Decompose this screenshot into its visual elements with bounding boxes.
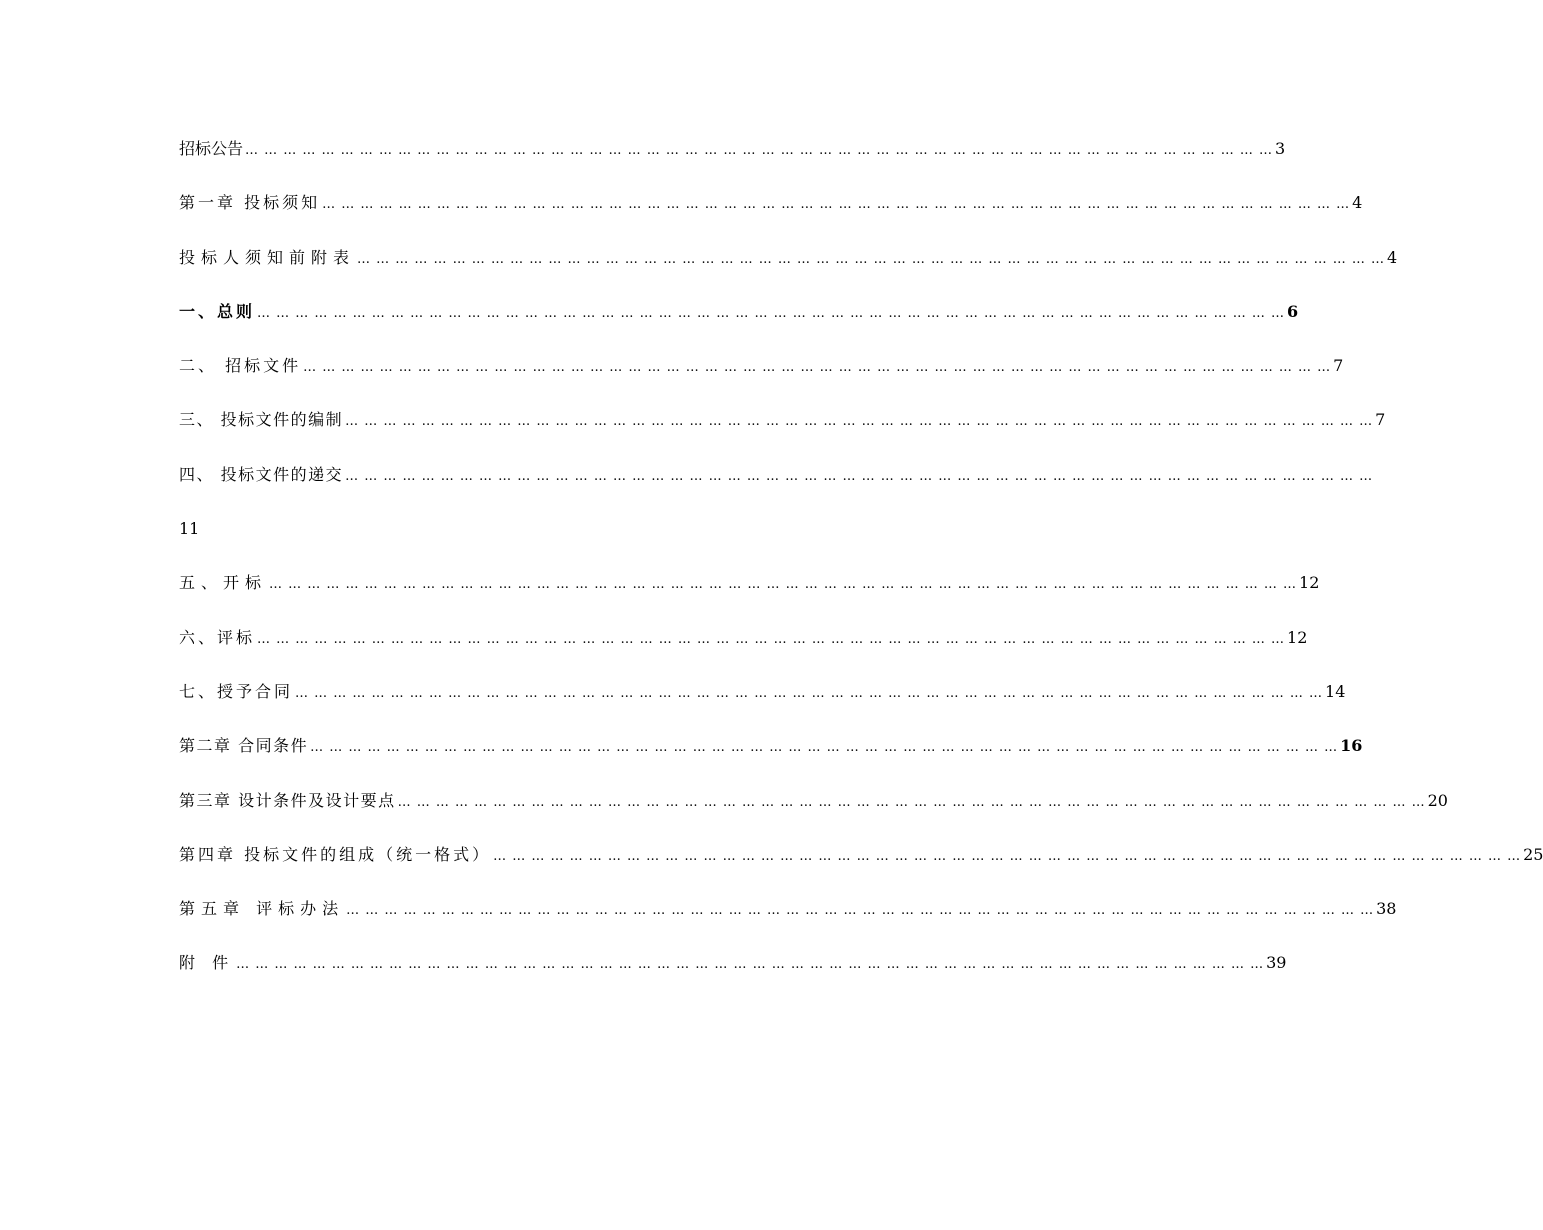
- table-of-contents: [179, 136, 1543, 1005]
- toc-page-number: 38: [1376, 899, 1397, 919]
- toc-page-number: 6: [1287, 301, 1299, 321]
- toc-page-number: 25: [1523, 844, 1543, 864]
- toc-entry[interactable]: [179, 679, 1346, 733]
- toc-entry-label: 附 件: [179, 953, 235, 973]
- toc-dot-leader: … … … … … … … … … … … … … … … … … … … … … … … … … … … … … … … … … … … … … … … … … … … … … … … … … … … … … …: [493, 848, 1522, 864]
- toc-entry[interactable]: [179, 570, 1320, 624]
- toc-entry-label: 二、 招标文件: [179, 356, 302, 376]
- toc-dot-leader: … … … … … … … … … … … … … … … … … … … … … … … … … … … … … … … … … … … … … … … … … … … … … … … … … … … … … …: [269, 577, 1298, 593]
- toc-page-number: 7: [1375, 410, 1386, 430]
- toc-page-number: 20: [1427, 790, 1448, 810]
- toc-entry[interactable]: [179, 190, 1363, 244]
- toc-page-number: 16: [1340, 736, 1363, 756]
- toc-page-number: 39: [1266, 953, 1287, 973]
- toc-page-number: 4: [1352, 193, 1363, 213]
- toc-entry-label: 招标公告: [179, 139, 244, 158]
- toc-entry-label: 七、授予合同: [179, 681, 294, 701]
- toc-dot-leader: … … … … … … … … … … … … … … … … … … … … … … … … … … … … … … … … … … … … … … … … … … … … … … … … … … … … … …: [236, 957, 1265, 973]
- toc-page-number: 4: [1387, 247, 1398, 267]
- toc-entry[interactable]: [179, 788, 1448, 842]
- toc-dot-leader: … … … … … … … … … … … … … … … … … … … … … … … … … … … … … … … … … … … … … … … … … … … … … … … … … … … … … …: [245, 143, 1274, 158]
- toc-entry-label: 三、 投标文件的编制: [179, 410, 344, 430]
- toc-entry-label: 第三章 设计条件及设计要点: [179, 790, 396, 810]
- toc-page-number: 3: [1275, 139, 1286, 158]
- toc-entry-label: 第二章 合同条件: [179, 736, 309, 756]
- toc-entry-label: 四、 投标文件的递交: [179, 464, 344, 484]
- toc-page-number: 11: [179, 519, 200, 539]
- toc-entry[interactable]: [179, 407, 1386, 461]
- toc-entry[interactable]: [179, 136, 1286, 190]
- toc-page-number: 14: [1325, 681, 1346, 701]
- toc-entry[interactable]: [179, 625, 1308, 679]
- toc-entry[interactable]: [179, 462, 1374, 516]
- toc-dot-leader: … … … … … … … … … … … … … … … … … … … … … … … … … … … … … … … … … … … … … … … … … … … … … … … … … … … … … …: [397, 794, 1426, 810]
- toc-dot-leader: … … … … … … … … … … … … … … … … … … … … … … … … … … … … … … … … … … … … … … … … … … … … … … … … … … … … … …: [345, 414, 1374, 430]
- toc-entry[interactable]: [179, 245, 1398, 299]
- toc-page-number: 12: [1287, 627, 1308, 647]
- toc-entry[interactable]: [179, 299, 1299, 353]
- toc-dot-leader: … … … … … … … … … … … … … … … … … … … … … … … … … … … … … … … … … … … … … … … … … … … … … … … … … … … … … …: [257, 631, 1286, 647]
- toc-entry-label: 一、总则: [179, 301, 256, 321]
- toc-entry[interactable]: [179, 842, 1543, 896]
- toc-dot-leader: … … … … … … … … … … … … … … … … … … … … … … … … … … … … … … … … … … … … … … … … … … … … … … … … … … … … … …: [345, 468, 1374, 484]
- toc-dot-leader: … … … … … … … … … … … … … … … … … … … … … … … … … … … … … … … … … … … … … … … … … … … … … … … … … … … … … …: [257, 305, 1286, 321]
- toc-dot-leader: … … … … … … … … … … … … … … … … … … … … … … … … … … … … … … … … … … … … … … … … … … … … … … … … … … … … … …: [322, 197, 1351, 213]
- toc-entry[interactable]: [179, 353, 1344, 407]
- toc-dot-leader: … … … … … … … … … … … … … … … … … … … … … … … … … … … … … … … … … … … … … … … … … … … … … … … … … … … … … …: [310, 740, 1339, 756]
- toc-dot-leader: … … … … … … … … … … … … … … … … … … … … … … … … … … … … … … … … … … … … … … … … … … … … … … … … … … … … … …: [303, 360, 1332, 376]
- toc-dot-leader: … … … … … … … … … … … … … … … … … … … … … … … … … … … … … … … … … … … … … … … … … … … … … … … … … … … … … …: [346, 903, 1375, 919]
- toc-entry-label: 六、评标: [179, 627, 256, 647]
- toc-entry-label: 第四章 投标文件的组成（统一格式）: [179, 844, 492, 864]
- toc-entry-label: 投标人须知前附表: [179, 247, 356, 267]
- toc-entry-label: 第一章 投标须知: [179, 193, 321, 213]
- toc-entry[interactable]: [179, 733, 1363, 787]
- toc-entry-label: 五、开标: [179, 573, 268, 593]
- toc-entry-label: 第五章 评标办法: [179, 899, 345, 919]
- toc-dot-leader: … … … … … … … … … … … … … … … … … … … … … … … … … … … … … … … … … … … … … … … … … … … … … … … … … … … … … …: [295, 685, 1324, 701]
- toc-page-number: 12: [1299, 573, 1320, 593]
- toc-dot-leader: … … … … … … … … … … … … … … … … … … … … … … … … … … … … … … … … … … … … … … … … … … … … … … … … … … … … … …: [357, 251, 1386, 267]
- toc-page-number: 7: [1333, 356, 1344, 376]
- toc-entry[interactable]: [179, 950, 1287, 1004]
- toc-entry[interactable]: [179, 896, 1397, 950]
